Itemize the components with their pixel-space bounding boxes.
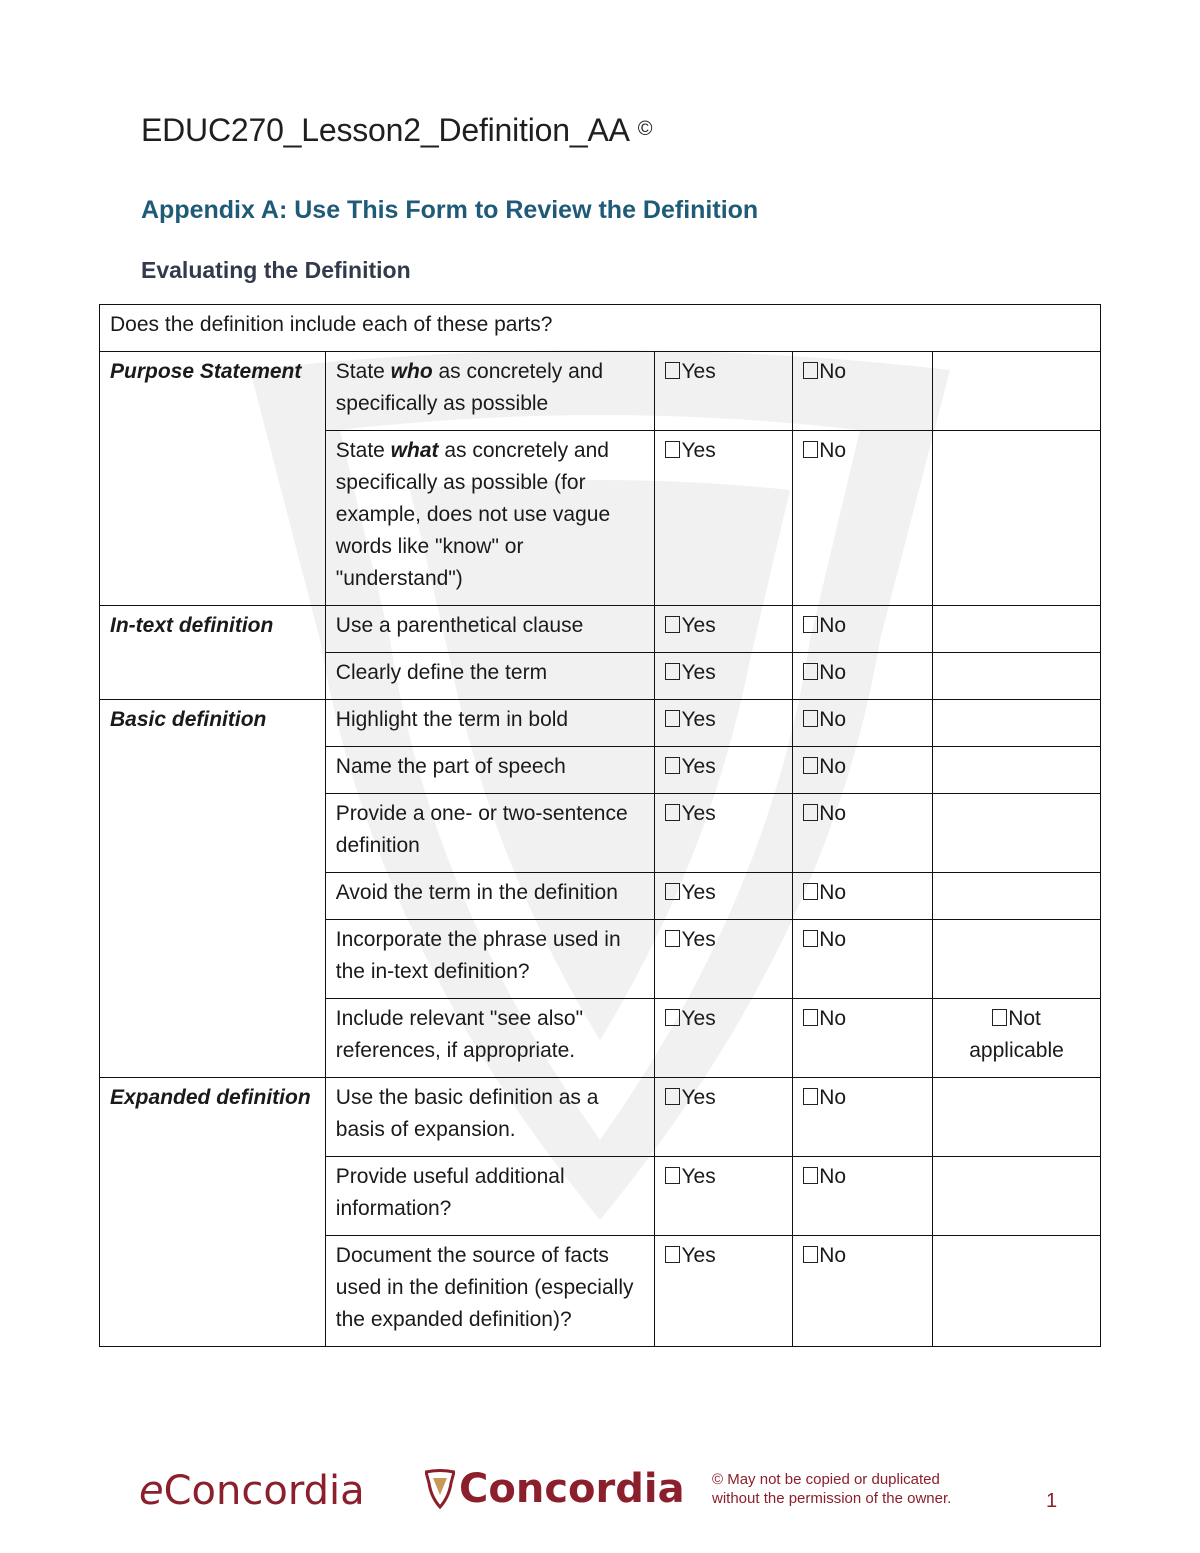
section-heading: Evaluating the Definition bbox=[141, 257, 411, 283]
yes-checkbox[interactable]: Yes bbox=[655, 873, 793, 920]
checkbox-icon[interactable] bbox=[803, 930, 818, 947]
notice-line-1: © May not be copied or duplicated bbox=[712, 1471, 940, 1488]
checkbox-icon[interactable] bbox=[665, 362, 680, 379]
yes-checkbox[interactable]: Yes bbox=[655, 1078, 793, 1157]
criteria-row bbox=[100, 352, 1101, 431]
checkbox-icon[interactable] bbox=[803, 804, 818, 821]
criterion-text: State what as concretely and specifically as possible (for example, does not use vague words like "know" or "understand") bbox=[325, 431, 655, 606]
no-checkbox[interactable]: No bbox=[793, 920, 933, 999]
empty-cell bbox=[933, 747, 1101, 794]
criterion-text: Clearly define the term bbox=[325, 653, 655, 700]
no-checkbox[interactable]: No bbox=[793, 606, 933, 653]
checkbox-icon[interactable] bbox=[665, 710, 680, 727]
checkbox-icon[interactable] bbox=[665, 930, 680, 947]
no-checkbox[interactable]: No bbox=[793, 653, 933, 700]
category-label: In-text definition bbox=[100, 606, 326, 700]
checkbox-icon[interactable] bbox=[665, 804, 680, 821]
no-checkbox[interactable]: No bbox=[793, 352, 933, 431]
yes-checkbox[interactable]: Yes bbox=[655, 431, 793, 606]
yes-checkbox[interactable]: Yes bbox=[655, 794, 793, 873]
category-label: Purpose Statement bbox=[100, 352, 326, 606]
criterion-text: Provide a one- or two-sentence definition bbox=[325, 794, 655, 873]
empty-cell bbox=[933, 794, 1101, 873]
criteria-row bbox=[100, 700, 1101, 747]
notice-line-2: without the permission of the owner. bbox=[712, 1490, 952, 1507]
econcordia-logo: eConcordia bbox=[139, 1468, 365, 1514]
no-checkbox[interactable]: No bbox=[793, 1157, 933, 1236]
empty-cell bbox=[933, 873, 1101, 920]
yes-checkbox[interactable]: Yes bbox=[655, 352, 793, 431]
yes-checkbox[interactable]: Yes bbox=[655, 1157, 793, 1236]
form-intro-row bbox=[100, 305, 1101, 352]
criterion-text: Highlight the term in bold bbox=[325, 700, 655, 747]
no-checkbox[interactable]: No bbox=[793, 1236, 933, 1347]
yes-checkbox[interactable]: Yes bbox=[655, 747, 793, 794]
checkbox-icon[interactable] bbox=[803, 663, 818, 680]
no-checkbox[interactable]: No bbox=[793, 873, 933, 920]
checkbox-icon[interactable] bbox=[803, 1088, 818, 1105]
criterion-text: Provide useful additional information? bbox=[325, 1157, 655, 1236]
yes-checkbox[interactable]: Yes bbox=[655, 606, 793, 653]
checkbox-icon[interactable] bbox=[665, 1009, 680, 1026]
checkbox-icon[interactable] bbox=[665, 663, 680, 680]
no-checkbox[interactable]: No bbox=[793, 1078, 933, 1157]
checkbox-icon[interactable] bbox=[665, 616, 680, 633]
appendix-heading: Appendix A: Use This Form to Review the Definition bbox=[141, 196, 759, 224]
checkbox-icon[interactable] bbox=[803, 883, 818, 900]
checkbox-icon[interactable] bbox=[665, 757, 680, 774]
no-checkbox[interactable]: No bbox=[793, 999, 933, 1078]
copyright-symbol: © bbox=[637, 118, 653, 140]
concordia-logo: Concordia bbox=[425, 1466, 685, 1512]
no-checkbox[interactable]: No bbox=[793, 747, 933, 794]
checkbox-icon[interactable] bbox=[803, 1167, 818, 1184]
checkbox-icon[interactable] bbox=[665, 1088, 680, 1105]
empty-cell bbox=[933, 431, 1101, 606]
review-form-table bbox=[99, 304, 1101, 1347]
document-title: EDUC270_Lesson2_Definition_AA © bbox=[141, 112, 653, 148]
empty-cell bbox=[933, 700, 1101, 747]
criterion-text: Document the source of facts used in the definition (especially the expanded definition)? bbox=[325, 1236, 655, 1347]
form-intro: Does the definition include each of these parts? bbox=[100, 305, 1101, 352]
criterion-emphasis: who bbox=[390, 360, 433, 383]
checkbox-icon[interactable] bbox=[803, 757, 818, 774]
footer bbox=[0, 1462, 1200, 1542]
empty-cell bbox=[933, 606, 1101, 653]
category-label: Expanded definition bbox=[100, 1078, 326, 1347]
empty-cell bbox=[933, 1157, 1101, 1236]
checkbox-icon[interactable] bbox=[665, 883, 680, 900]
criterion-text: Avoid the term in the definition bbox=[325, 873, 655, 920]
criterion-text: State who as concretely and specifically as possible bbox=[325, 352, 655, 431]
checkbox-icon[interactable] bbox=[803, 1246, 818, 1263]
criterion-text: Incorporate the phrase used in the in-text definition? bbox=[325, 920, 655, 999]
yes-checkbox[interactable]: Yes bbox=[655, 700, 793, 747]
criterion-text: Name the part of speech bbox=[325, 747, 655, 794]
yes-checkbox[interactable]: Yes bbox=[655, 653, 793, 700]
yes-checkbox[interactable]: Yes bbox=[655, 999, 793, 1078]
checkbox-icon[interactable] bbox=[803, 616, 818, 633]
empty-cell bbox=[933, 1078, 1101, 1157]
criteria-row bbox=[100, 606, 1101, 653]
shield-logo-icon bbox=[425, 1469, 455, 1509]
yes-checkbox[interactable]: Yes bbox=[655, 920, 793, 999]
empty-cell bbox=[933, 1236, 1101, 1347]
not-applicable-checkbox[interactable]: Not applicable bbox=[933, 999, 1101, 1078]
empty-cell bbox=[933, 352, 1101, 431]
category-label: Basic definition bbox=[100, 700, 326, 1078]
criteria-row bbox=[100, 1078, 1101, 1157]
checkbox-icon[interactable] bbox=[803, 441, 818, 458]
criterion-text: Include relevant "see also" references, if appropriate. bbox=[325, 999, 655, 1078]
no-checkbox[interactable]: No bbox=[793, 700, 933, 747]
no-checkbox[interactable]: No bbox=[793, 431, 933, 606]
empty-cell bbox=[933, 920, 1101, 999]
checkbox-icon[interactable] bbox=[665, 1167, 680, 1184]
page-number: 1 bbox=[1046, 1490, 1058, 1512]
checkbox-icon[interactable] bbox=[803, 1009, 818, 1026]
checkbox-icon[interactable] bbox=[803, 710, 818, 727]
checkbox-icon[interactable] bbox=[992, 1009, 1007, 1026]
criterion-emphasis: what bbox=[390, 439, 439, 462]
checkbox-icon[interactable] bbox=[803, 362, 818, 379]
criterion-text: Use a parenthetical clause bbox=[325, 606, 655, 653]
no-checkbox[interactable]: No bbox=[793, 794, 933, 873]
yes-checkbox[interactable]: Yes bbox=[655, 1236, 793, 1347]
empty-cell bbox=[933, 653, 1101, 700]
checkbox-icon[interactable] bbox=[665, 441, 680, 458]
copyright-notice bbox=[712, 1470, 951, 1508]
checkbox-icon[interactable] bbox=[665, 1246, 680, 1263]
criterion-text: Use the basic definition as a basis of expansion. bbox=[325, 1078, 655, 1157]
